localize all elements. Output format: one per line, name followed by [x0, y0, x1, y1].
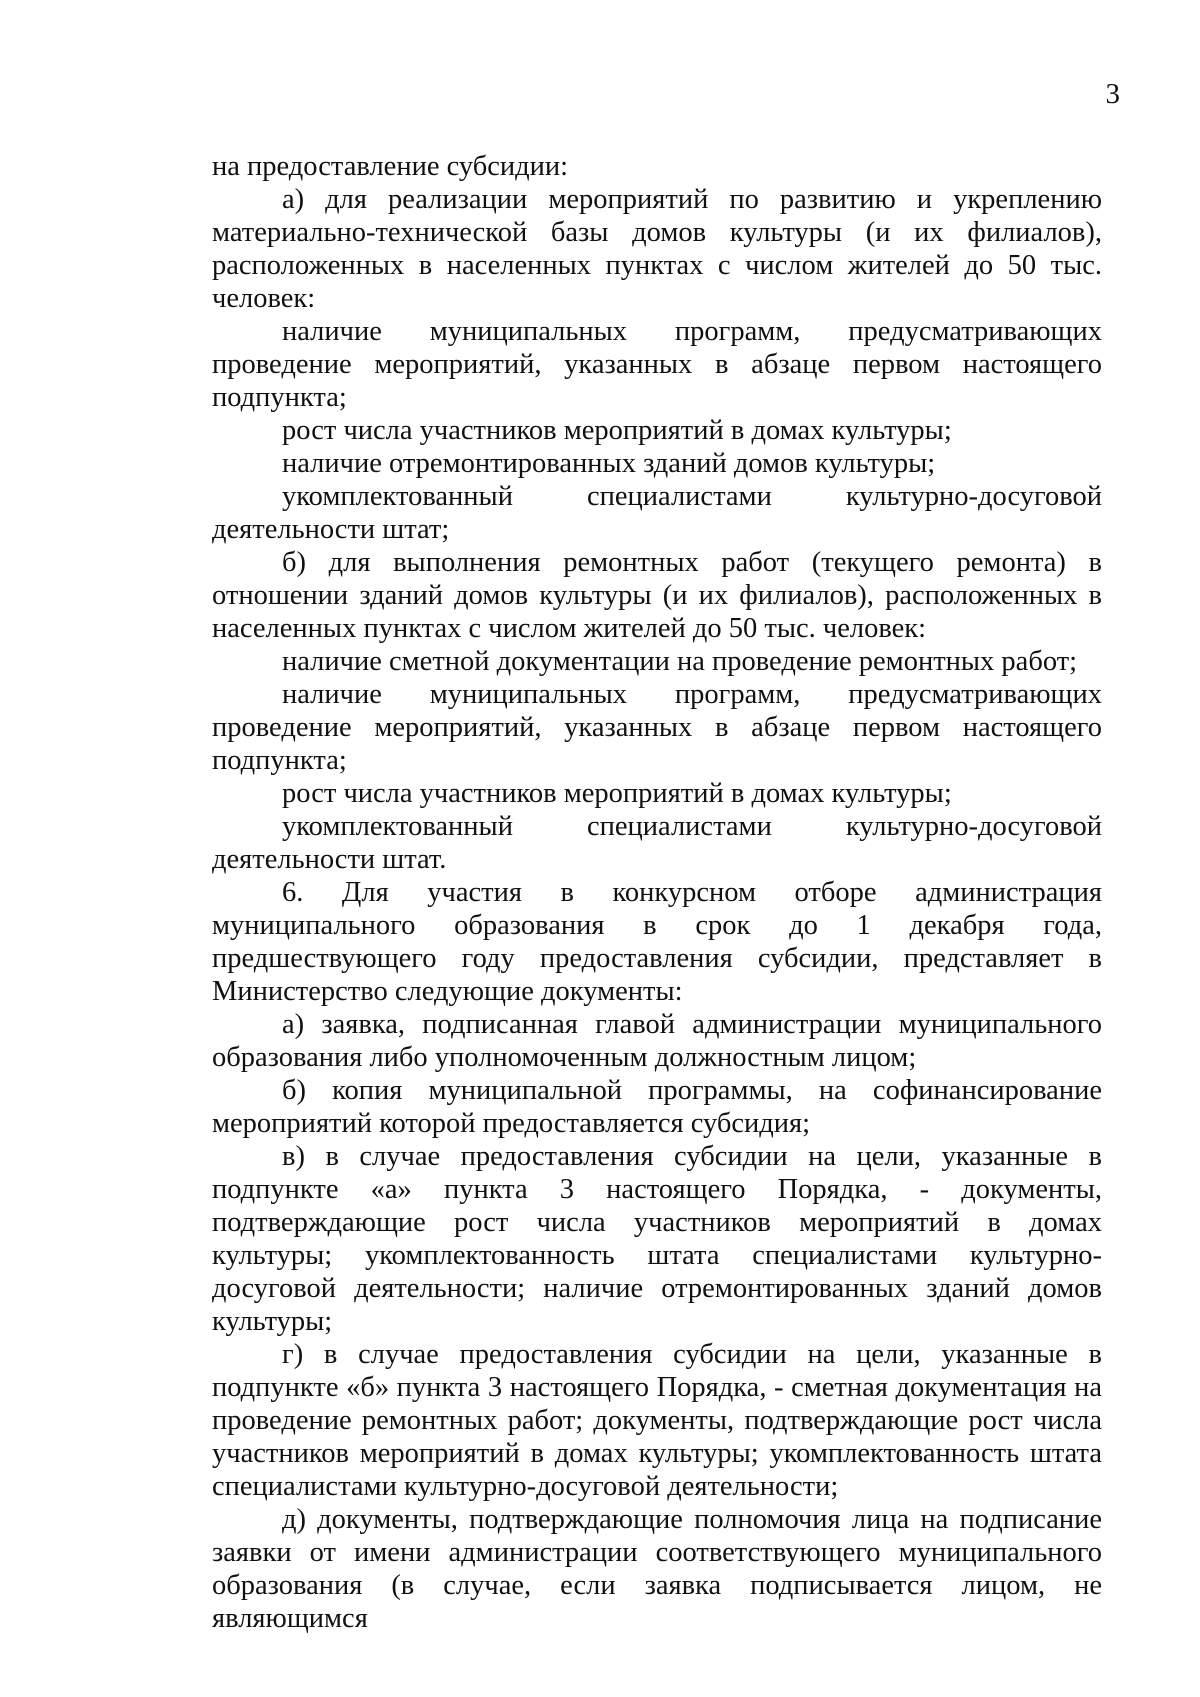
paragraph: наличие сметной документации на проведение ремонтных работ;	[282, 646, 1078, 677]
paragraph: б) для выполнения ремонтных работ (текущего ремонта) в отношении зданий домов культуры (и их филиалов), расположенных в населенных пунктах с числом жителей до 50 тыс. человек:	[212, 547, 1102, 644]
paragraph: д) документы, подтверждающие полномочия лица на подписание заявки от имени администрации соответствующего муниципального образования (в случае, если заявка подписывается лицом, не являющимся	[212, 1504, 1102, 1634]
paragraph: укомплектованный специалистами культурно-досуговой деятельности штат.	[212, 811, 1102, 875]
paragraph: наличие отремонтированных зданий домов культуры;	[282, 448, 936, 479]
paragraph: на предоставление субсидии:	[212, 151, 569, 182]
paragraph: укомплектованный специалистами культурно-досуговой деятельности штат;	[212, 481, 1102, 545]
paragraph: рост числа участников мероприятий в домах культуры;	[282, 778, 952, 809]
paragraph: а) для реализации мероприятий по развитию и укреплению материально-технической базы домов культуры (и их филиалов), расположенных в населенных пунктах с числом жителей до 50 тыс. человек:	[212, 184, 1102, 314]
paragraph: б) копия муниципальной программы, на софинансирование мероприятий которой предоставляется субсидия;	[212, 1075, 1102, 1139]
document-body	[212, 150, 1102, 1635]
paragraph: наличие муниципальных программ, предусматривающих проведение мероприятий, указанных в абзаце первом настоящего подпункта;	[212, 679, 1102, 776]
paragraph: г) в случае предоставления субсидии на цели, указанные в подпункте «б» пункта 3 настоящего Порядка, - сметная документация на проведение ремонтных работ; документы, подтверждающие рост числа участников мероприятий в домах культуры; укомплектованность штата специалистами культурно-досуговой деятельности;	[212, 1339, 1102, 1502]
paragraph: а) заявка, подписанная главой администрации муниципального образования либо уполномоченным должностным лицом;	[212, 1009, 1102, 1073]
paragraph: 6. Для участия в конкурсном отборе администрация муниципального образования в срок до 1 декабря года, предшествующего году предоставления субсидии, представляет в Министерство следующие документы:	[212, 877, 1102, 1007]
page-number: 3	[1105, 78, 1120, 110]
paragraph: наличие муниципальных программ, предусматривающих проведение мероприятий, указанных в абзаце первом настоящего подпункта;	[212, 316, 1102, 413]
paragraph: рост числа участников мероприятий в домах культуры;	[282, 415, 952, 446]
paragraph: в) в случае предоставления субсидии на цели, указанные в подпункте «а» пункта 3 настоящего Порядка, - документы, подтверждающие рост числа участников мероприятий в домах культуры; укомплектованность штата специалистами культурно-досуговой деятельности; наличие отремонтированных зданий домов культуры;	[212, 1141, 1102, 1337]
